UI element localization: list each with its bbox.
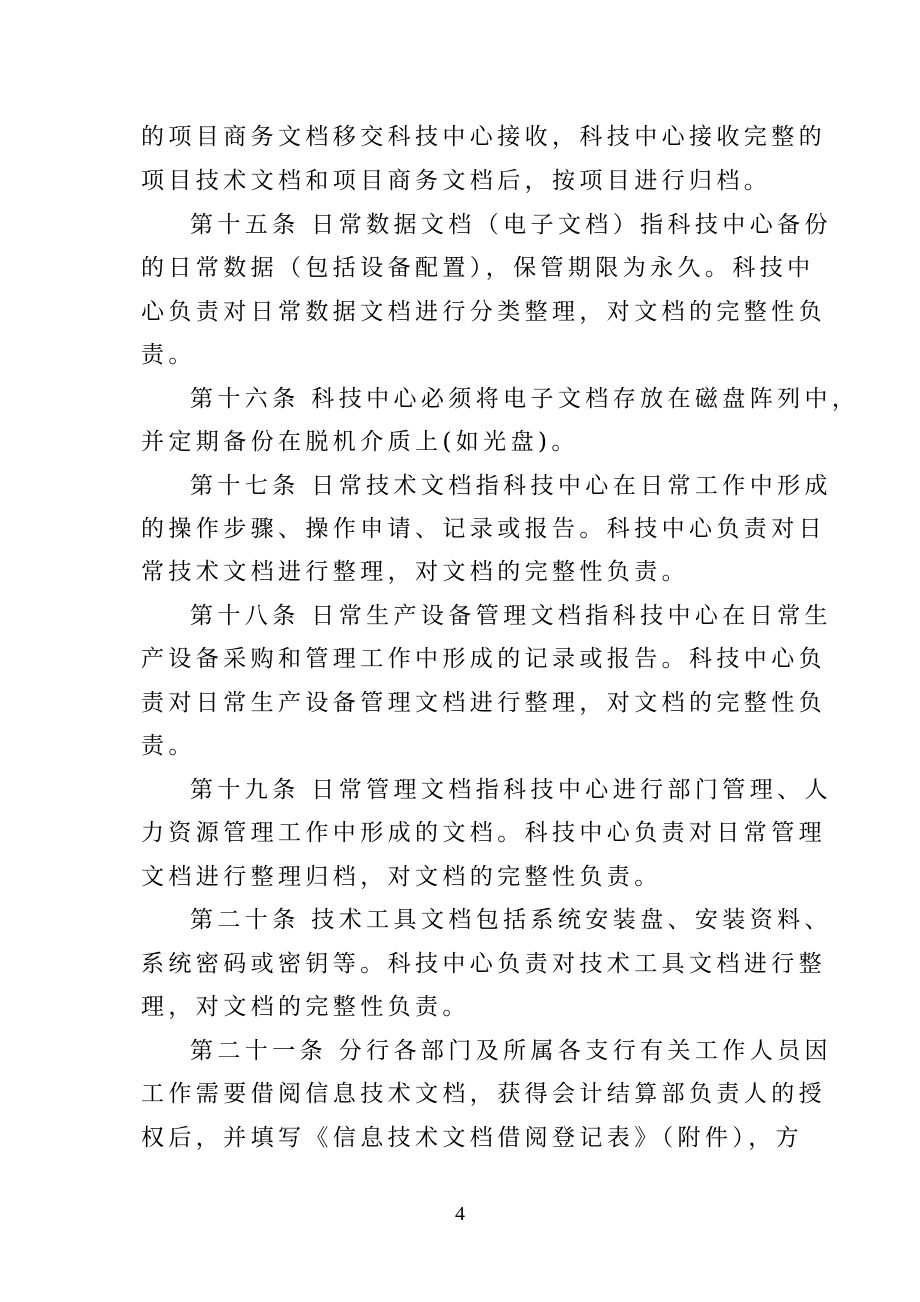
text-line: 责。 xyxy=(141,733,196,759)
article-17-heading-line: 第十七条 日常技术文档指科技中心在日常工作中形成 xyxy=(190,473,832,499)
text-line: 理，对文档的完整性负责。 xyxy=(141,994,470,1020)
text-line: 常技术文档进行整理，对文档的完整性负责。 xyxy=(141,559,689,585)
text-line: 力资源管理工作中形成的文档。科技中心负责对日常管理 xyxy=(141,820,826,846)
text-line: 的项目商务文档移交科技中心接收，科技中心接收完整的 xyxy=(141,124,826,150)
text-line: 并定期备份在脱机介质上(如光盘)。 xyxy=(141,429,579,455)
text-line: 责。 xyxy=(141,342,196,368)
article-20-heading-line: 第二十条 技术工具文档包括系统安装盘、安装资料、 xyxy=(190,907,832,933)
text-line: 项目技术文档和项目商务文档后，按项目进行归档。 xyxy=(141,168,772,194)
text-line: 的日常数据（包括设备配置），保管期限为永久。科技中 xyxy=(141,255,815,281)
article-19-heading-line: 第十九条 日常管理文档指科技中心进行部门管理、人 xyxy=(190,777,832,803)
text-line: 责对日常生产设备管理文档进行整理，对文档的完整性负 xyxy=(141,690,826,716)
text-line: 心负责对日常数据文档进行分类整理，对文档的完整性负 xyxy=(141,299,826,325)
text-line: 系统密码或密钥等。科技中心负责对技术工具文档进行整 xyxy=(141,951,826,977)
page-number: 4 xyxy=(455,1203,465,1225)
article-18-heading-line: 第十八条 日常生产设备管理文档指科技中心在日常生 xyxy=(190,603,832,629)
text-line: 权后，并填写《信息技术文档借阅登记表》（附件），方 xyxy=(141,1125,803,1151)
text-line: 工作需要借阅信息技术文档，获得会计结算部负责人的授 xyxy=(141,1081,826,1107)
article-16-heading-line: 第十六条 科技中心必须将电子文档存放在磁盘阵列中， xyxy=(190,386,860,412)
article-15-heading-line: 第十五条 日常数据文档（电子文档）指科技中心备份 xyxy=(190,212,832,238)
article-21-heading-line: 第二十一条 分行各部门及所属各支行有关工作人员因 xyxy=(190,1038,832,1064)
text-line: 的操作步骤、操作申请、记录或报告。科技中心负责对日 xyxy=(141,516,826,542)
text-line: 产设备采购和管理工作中形成的记录或报告。科技中心负 xyxy=(141,646,826,672)
text-line: 文档进行整理归档，对文档的完整性负责。 xyxy=(141,864,662,890)
